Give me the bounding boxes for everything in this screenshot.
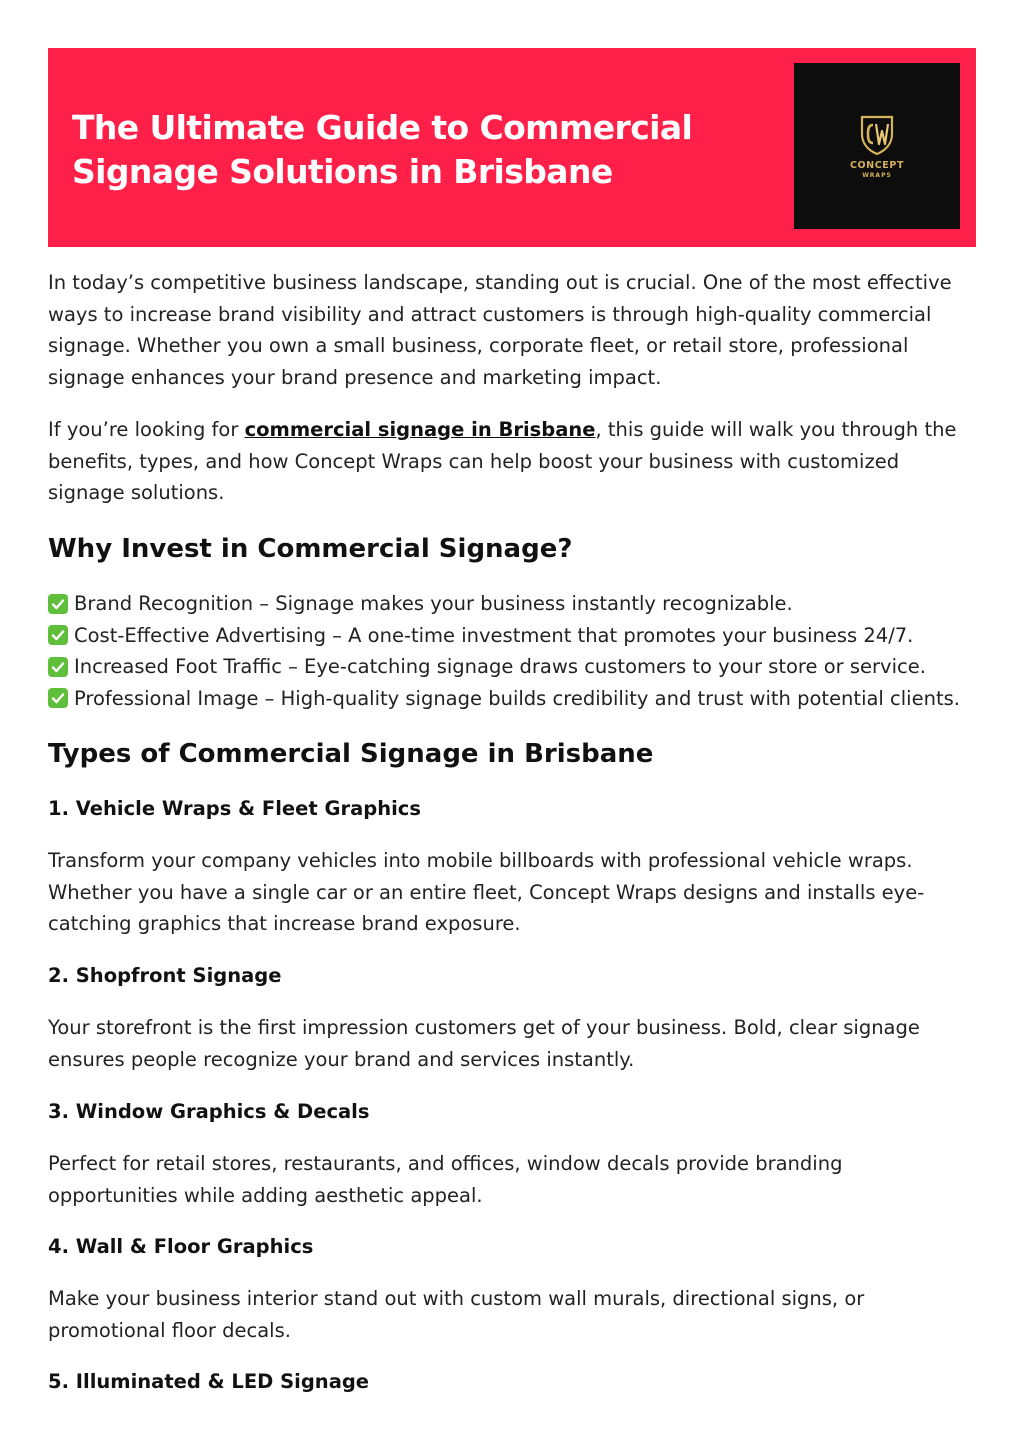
logo-wordmark: CONCEPT: [849, 160, 905, 171]
benefit-text: Increased Foot Traffic – Eye-catching signage draws customers to your store or service.: [74, 655, 926, 679]
list-item: [48, 683, 988, 715]
section-title-window-graphics: 3. Window Graphics & Decals: [48, 1100, 370, 1123]
intro-paragraph: In today’s competitive business landscape, standing out is crucial. One of the most effective ways to increase brand visibility and attract customers is through high-quality commercial signage. Whether you own a small business, corporate fleet, or retail store, professional signage enhances your brand presence and marketing impact.: [48, 271, 952, 389]
types-heading: Types of Commercial Signage in Brisbane: [48, 739, 654, 769]
check-mark-icon: [48, 657, 68, 677]
page-title: The Ultimate Guide to Commercial Signage Solutions in Brisbane: [72, 108, 693, 191]
section-title-wall-floor: 4. Wall & Floor Graphics: [48, 1235, 314, 1258]
logo-subtext: WRAPS: [862, 172, 892, 179]
benefit-text: Professional Image – High-quality signage builds credibility and trust with potential clients.: [74, 686, 960, 710]
section-body-vehicle-wraps: Transform your company vehicles into mobile billboards with professional vehicle wraps. Whether you have a single car or an entire fleet, Concept Wraps designs and installs eye-catching graphics that increase brand exposure.: [48, 849, 925, 935]
paragraph-text: , this guide will walk you through the benefits, types, and how Concept Wraps can help boost your business with customized signage solutions.: [48, 418, 957, 504]
benefit-text: Brand Recognition – Signage makes your business instantly recognizable.: [74, 592, 793, 616]
shield-cw-logo-icon: [859, 114, 895, 156]
section-body-shopfront: Your storefront is the first impression customers get of your business. Bold, clear signage ensures people recognize your brand and services instantly.: [48, 1016, 920, 1071]
brand-logo: [794, 63, 960, 229]
benefits-list: [48, 588, 988, 714]
why-invest-heading: Why Invest in Commercial Signage?: [48, 534, 573, 564]
check-mark-icon: [48, 594, 68, 614]
benefit-text: Cost-Effective Advertising – A one-time investment that promotes your business 24/7.: [74, 623, 914, 647]
section-title-shopfront: 2. Shopfront Signage: [48, 964, 282, 987]
section-title-vehicle-wraps: 1. Vehicle Wraps & Fleet Graphics: [48, 797, 421, 820]
section-body-window-graphics: Perfect for retail stores, restaurants, and offices, window decals provide branding opportunities while adding aesthetic appeal.: [48, 1152, 843, 1207]
section-title-illuminated-led: 5. Illuminated & LED Signage: [48, 1370, 370, 1393]
check-mark-icon: [48, 688, 68, 708]
header-banner: [48, 48, 976, 247]
list-item: [48, 651, 988, 683]
list-item: [48, 620, 988, 652]
section-body-wall-floor: Make your business interior stand out with custom wall murals, directional signs, or promotional floor decals.: [48, 1287, 865, 1342]
paragraph-text: If you’re looking for: [48, 418, 245, 441]
list-item: [48, 588, 988, 620]
check-mark-icon: [48, 625, 68, 645]
commercial-signage-link[interactable]: commercial signage in Brisbane: [244, 418, 596, 441]
intro-paragraph-link: [48, 414, 978, 509]
